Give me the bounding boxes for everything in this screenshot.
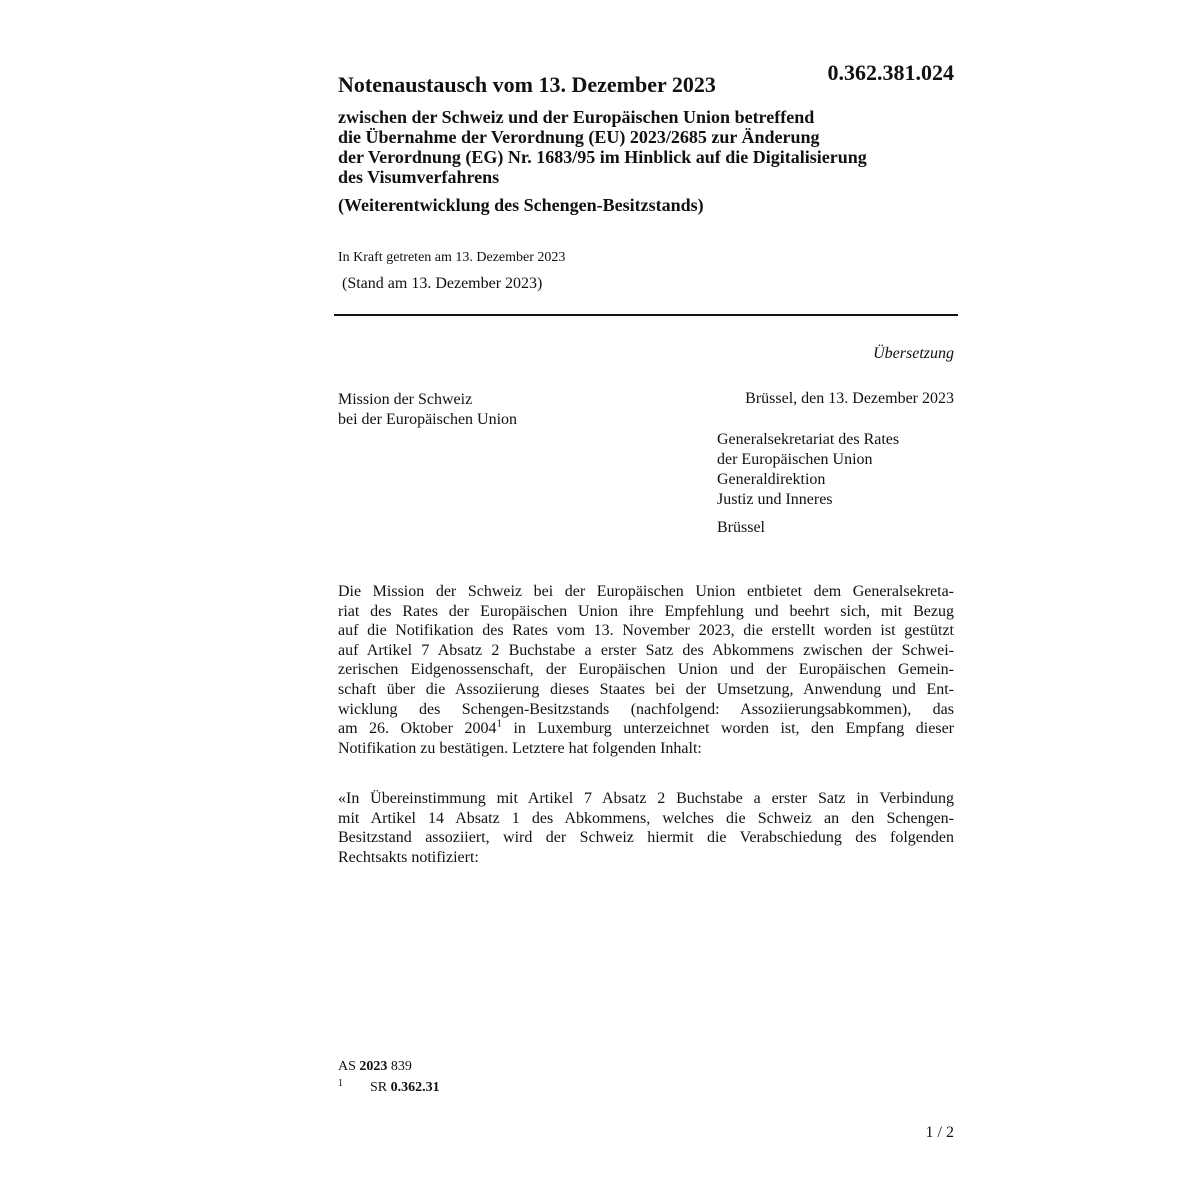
line-text: am 26. Oktober 2004 (338, 720, 497, 738)
recipient-block (717, 430, 899, 510)
translation-note: Übersetzung (873, 345, 954, 362)
line-text: in Luxemburg unterzeichnet worden ist, den Empfang dieser (501, 720, 955, 738)
recipient-line: Generaldirektion (717, 471, 826, 488)
as-reference (338, 1059, 412, 1075)
document-title: Notenaustausch vom 13. Dezember 2023 (338, 72, 716, 97)
paragraph-line: schaft über die Assoziierung dieses Staates bei der Umsetzung, Anwendung und Ent- (338, 680, 954, 698)
paragraph-line: zerischen Eidgenossenschaft, der Europäischen Union und der Europäischen Gemein- (338, 661, 954, 679)
paragraph-line: auf die Notifikation des Rates vom 13. November 2023, die erstellt worden ist gestützt (338, 622, 954, 640)
paragraph-line (338, 719, 954, 739)
subtitle-line: des Visumverfahrens (338, 167, 500, 187)
subtitle-parenthetical: (Weiterentwicklung des Schengen-Besitzstands) (338, 195, 704, 215)
page-number: 1 / 2 (925, 1124, 954, 1141)
dateline: Brüssel, den 13. Dezember 2023 (745, 390, 954, 407)
sender-line: Mission der Schweiz (338, 391, 473, 408)
subtitle-line: die Übernahme der Verordnung (EU) 2023/2685 zur Änderung (338, 127, 820, 147)
footnote-prefix: SR (370, 1080, 388, 1095)
header-divider (334, 314, 958, 316)
document-subtitle (338, 107, 867, 187)
sender-block (338, 390, 517, 430)
paragraph-line: Rechtsakts notifiziert: (338, 848, 479, 866)
recipient-city: Brüssel (717, 519, 765, 536)
subtitle-line: zwischen der Schweiz und der Europäischen Union betreffend (338, 107, 815, 127)
sr-number: 0.362.381.024 (827, 60, 954, 85)
paragraph-line: Besitzstand assoziiert, wird der Schweiz hiermit die Verabschiedung des folgenden (338, 829, 954, 847)
as-year: 2023 (359, 1059, 388, 1074)
paragraph-line: mit Artikel 14 Absatz 1 des Abkommens, welches die Schweiz an den Schengen- (338, 809, 954, 827)
footnote-number: 1 (338, 1078, 343, 1089)
recipient-line: Generalsekretariat des Rates (717, 431, 900, 448)
footnote-reference[interactable]: 0.362.31 (390, 1080, 440, 1095)
in-force-date: In Kraft getreten am 13. Dezember 2023 (338, 250, 566, 265)
status-date: (Stand am 13. Dezember 2023) (342, 275, 543, 292)
footnote-marker[interactable]: 1 (496, 717, 502, 730)
subtitle-line: der Verordnung (EG) Nr. 1683/95 im Hinblick auf die Digitalisierung (338, 147, 867, 167)
recipient-line: Justiz und Inneres (717, 491, 833, 508)
paragraph-line: riat des Rates der Europäischen Union ihre Empfehlung und beehrt sich, mit Bezug (338, 602, 954, 620)
sender-line: bei der Europäischen Union (338, 411, 518, 428)
paragraph-line: Notifikation zu bestätigen. Letztere hat folgenden Inhalt: (338, 739, 702, 757)
as-prefix: AS (338, 1059, 356, 1074)
paragraph-line: «In Übereinstimmung mit Artikel 7 Absatz 2 Buchstabe a erster Satz in Verbindung (338, 790, 954, 807)
footnote (338, 1080, 440, 1096)
body-paragraph-2 (338, 789, 954, 867)
as-page: 839 (390, 1059, 412, 1074)
paragraph-line: wicklung des Schengen-Besitzstands (nachfolgend: Assoziierungsabkommen), das (338, 700, 954, 718)
paragraph-line: Die Mission der Schweiz bei der Europäischen Union entbietet dem Generalsekreta- (338, 583, 954, 600)
paragraph-line: auf Artikel 7 Absatz 2 Buchstabe a erster Satz des Abkommens zwischen der Schwei- (338, 641, 954, 659)
body-paragraph-1 (338, 582, 954, 758)
recipient-line: der Europäischen Union (717, 451, 873, 468)
